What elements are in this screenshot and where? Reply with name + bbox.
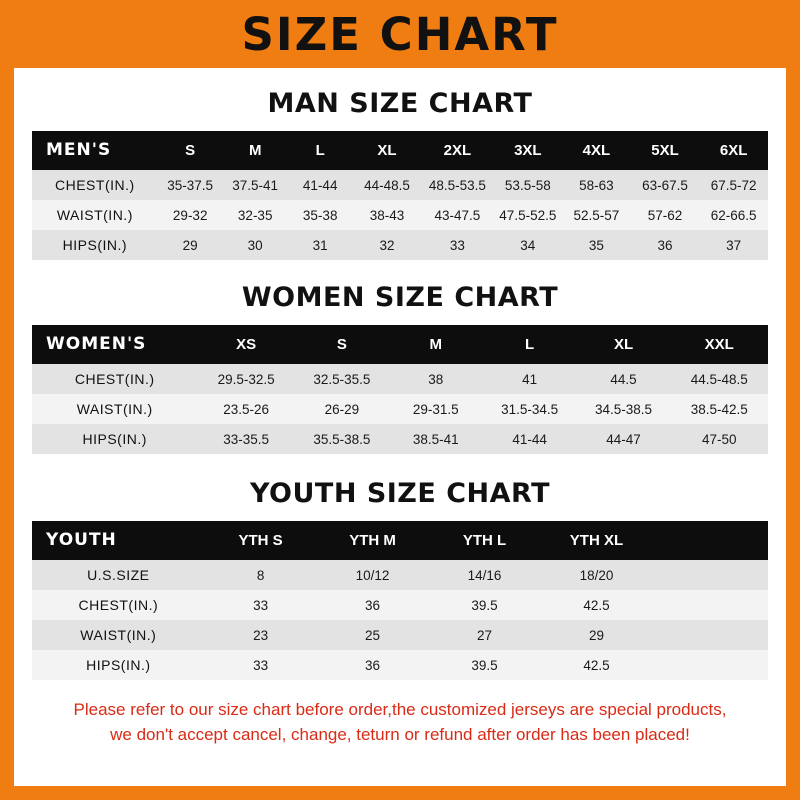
table-header-row [32,521,768,560]
table-row [32,230,768,260]
youth-hips-spacer [652,650,768,680]
youth-chest-spacer [652,590,768,620]
women-hips-xs: 33-35.5 [197,424,295,454]
man-header-m: M [248,141,262,159]
youth-size-table [32,521,768,680]
youth-header-spacer [652,521,768,560]
man-chest-5xl: 63-67.5 [631,170,700,200]
table-row [32,364,768,394]
women-hips-m: 38.5-41 [389,424,483,454]
man-hips-2xl: 33 [421,230,493,260]
table-row [32,200,768,230]
women-waist-xs: 23.5-26 [197,394,295,424]
table-header-row [32,325,768,364]
women-size-table [32,325,768,454]
order-notice-line-2: we don't accept cancel, change, teturn or refund after order has been placed! [110,724,690,744]
table-header-row [32,131,768,170]
man-hips-l: 31 [288,230,353,260]
youth-waist-spacer [652,620,768,650]
youth-waist-l: 27 [429,620,541,650]
man-waist-4xl: 52.5-57 [562,200,631,230]
man-waist-5xl: 57-62 [631,200,700,230]
man-chest-m: 37.5-41 [223,170,288,200]
man-chest-label: CHEST(IN.) [32,170,158,200]
youth-hips-label: HIPS(IN.) [32,650,205,680]
women-chest-xxl: 44.5-48.5 [670,364,768,394]
man-table-header [32,131,768,170]
youth-hips-m: 36 [317,650,429,680]
youth-chest-l: 39.5 [429,590,541,620]
man-section-title: MAN SIZE CHART [267,88,533,119]
youth-header-label: YOUTH [46,530,117,550]
man-waist-6xl: 62-66.5 [699,200,768,230]
women-waist-label: WAIST(IN.) [32,394,197,424]
man-size-table [32,131,768,260]
man-hips-6xl: 37 [699,230,768,260]
man-header-2xl: 2XL [443,141,472,159]
youth-ussize-label: U.S.SIZE [32,560,205,590]
youth-ussize-spacer [652,560,768,590]
man-header-5xl: 5XL [651,141,679,159]
women-waist-m: 29-31.5 [389,394,483,424]
man-hips-3xl: 34 [494,230,563,260]
page-banner [0,0,800,68]
man-hips-4xl: 35 [562,230,631,260]
man-hips-s: 29 [158,230,223,260]
youth-header-yth-l: YTH L [462,531,507,549]
youth-chest-s: 33 [205,590,317,620]
youth-chest-m: 36 [317,590,429,620]
man-header-l: L [315,141,325,159]
youth-waist-label: WAIST(IN.) [32,620,205,650]
man-hips-5xl: 36 [631,230,700,260]
women-chest-s: 32.5-35.5 [295,364,389,394]
women-chest-l: 41 [483,364,577,394]
youth-ussize-s: 8 [205,560,317,590]
youth-ussize-m: 10/12 [317,560,429,590]
youth-chest-label: CHEST(IN.) [32,590,205,620]
women-hips-label: HIPS(IN.) [32,424,197,454]
man-waist-2xl: 43-47.5 [421,200,493,230]
table-row [32,394,768,424]
man-header-3xl: 3XL [514,141,542,159]
women-section-title: WOMEN SIZE CHART [241,282,559,313]
youth-waist-s: 23 [205,620,317,650]
women-chest-m: 38 [389,364,483,394]
women-hips-xl: 44-47 [577,424,671,454]
man-header-xl: XL [377,141,397,159]
women-hips-xxl: 47-50 [670,424,768,454]
man-waist-m: 32-35 [223,200,288,230]
man-chest-3xl: 53.5-58 [494,170,563,200]
table-row [32,620,768,650]
women-table-header [32,325,768,364]
man-chest-xl: 44-48.5 [353,170,422,200]
youth-hips-s: 33 [205,650,317,680]
table-row [32,560,768,590]
women-chest-xs: 29.5-32.5 [197,364,295,394]
women-waist-l: 31.5-34.5 [483,394,577,424]
man-hips-label: HIPS(IN.) [32,230,158,260]
man-chest-4xl: 58-63 [562,170,631,200]
youth-hips-xl: 42.5 [540,650,652,680]
women-header-xl: XL [613,335,634,353]
women-header-l: L [525,335,535,353]
youth-ussize-xl: 18/20 [540,560,652,590]
women-header-label: WOMEN'S [46,334,147,354]
man-header-4xl: 4XL [582,141,611,159]
man-header-s: S [185,141,196,159]
women-header-m: M [429,335,442,353]
man-header-label: MEN'S [46,140,112,160]
order-notice [32,698,768,747]
table-row [32,424,768,454]
youth-waist-xl: 29 [540,620,652,650]
youth-table-body [32,560,768,680]
youth-section-title: YOUTH SIZE CHART [249,478,551,509]
youth-ussize-l: 14/16 [429,560,541,590]
youth-waist-m: 25 [317,620,429,650]
page-title: SIZE CHART [241,7,559,61]
order-notice-line-1: Please refer to our size chart before order,the customized jerseys are special products, [73,700,727,719]
women-header-s: S [336,335,347,353]
youth-header-yth-s: YTH S [238,531,283,549]
man-chest-6xl: 67.5-72 [699,170,768,200]
women-table-body [32,364,768,454]
women-waist-xl: 34.5-38.5 [577,394,671,424]
table-row [32,650,768,680]
table-row [32,590,768,620]
women-hips-l: 41-44 [483,424,577,454]
man-waist-s: 29-32 [158,200,223,230]
man-hips-m: 30 [223,230,288,260]
women-hips-s: 35.5-38.5 [295,424,389,454]
women-waist-s: 26-29 [295,394,389,424]
man-waist-3xl: 47.5-52.5 [494,200,563,230]
man-waist-label: WAIST(IN.) [32,200,158,230]
youth-hips-l: 39.5 [429,650,541,680]
youth-header-yth-xl: YTH XL [569,531,624,549]
man-table-body [32,170,768,260]
man-chest-2xl: 48.5-53.5 [421,170,493,200]
man-waist-l: 35-38 [288,200,353,230]
youth-table-header [32,521,768,560]
women-header-xs: XS [236,335,257,353]
page-content [14,88,786,747]
man-hips-xl: 32 [353,230,422,260]
man-chest-s: 35-37.5 [158,170,223,200]
women-chest-label: CHEST(IN.) [32,364,197,394]
man-waist-xl: 38-43 [353,200,422,230]
table-row [32,170,768,200]
women-chest-xl: 44.5 [577,364,671,394]
man-chest-l: 41-44 [288,170,353,200]
women-header-xxl: XXL [704,335,734,353]
man-header-6xl: 6XL [719,141,748,159]
youth-header-yth-m: YTH M [349,531,396,549]
youth-chest-xl: 42.5 [540,590,652,620]
women-waist-xxl: 38.5-42.5 [670,394,768,424]
